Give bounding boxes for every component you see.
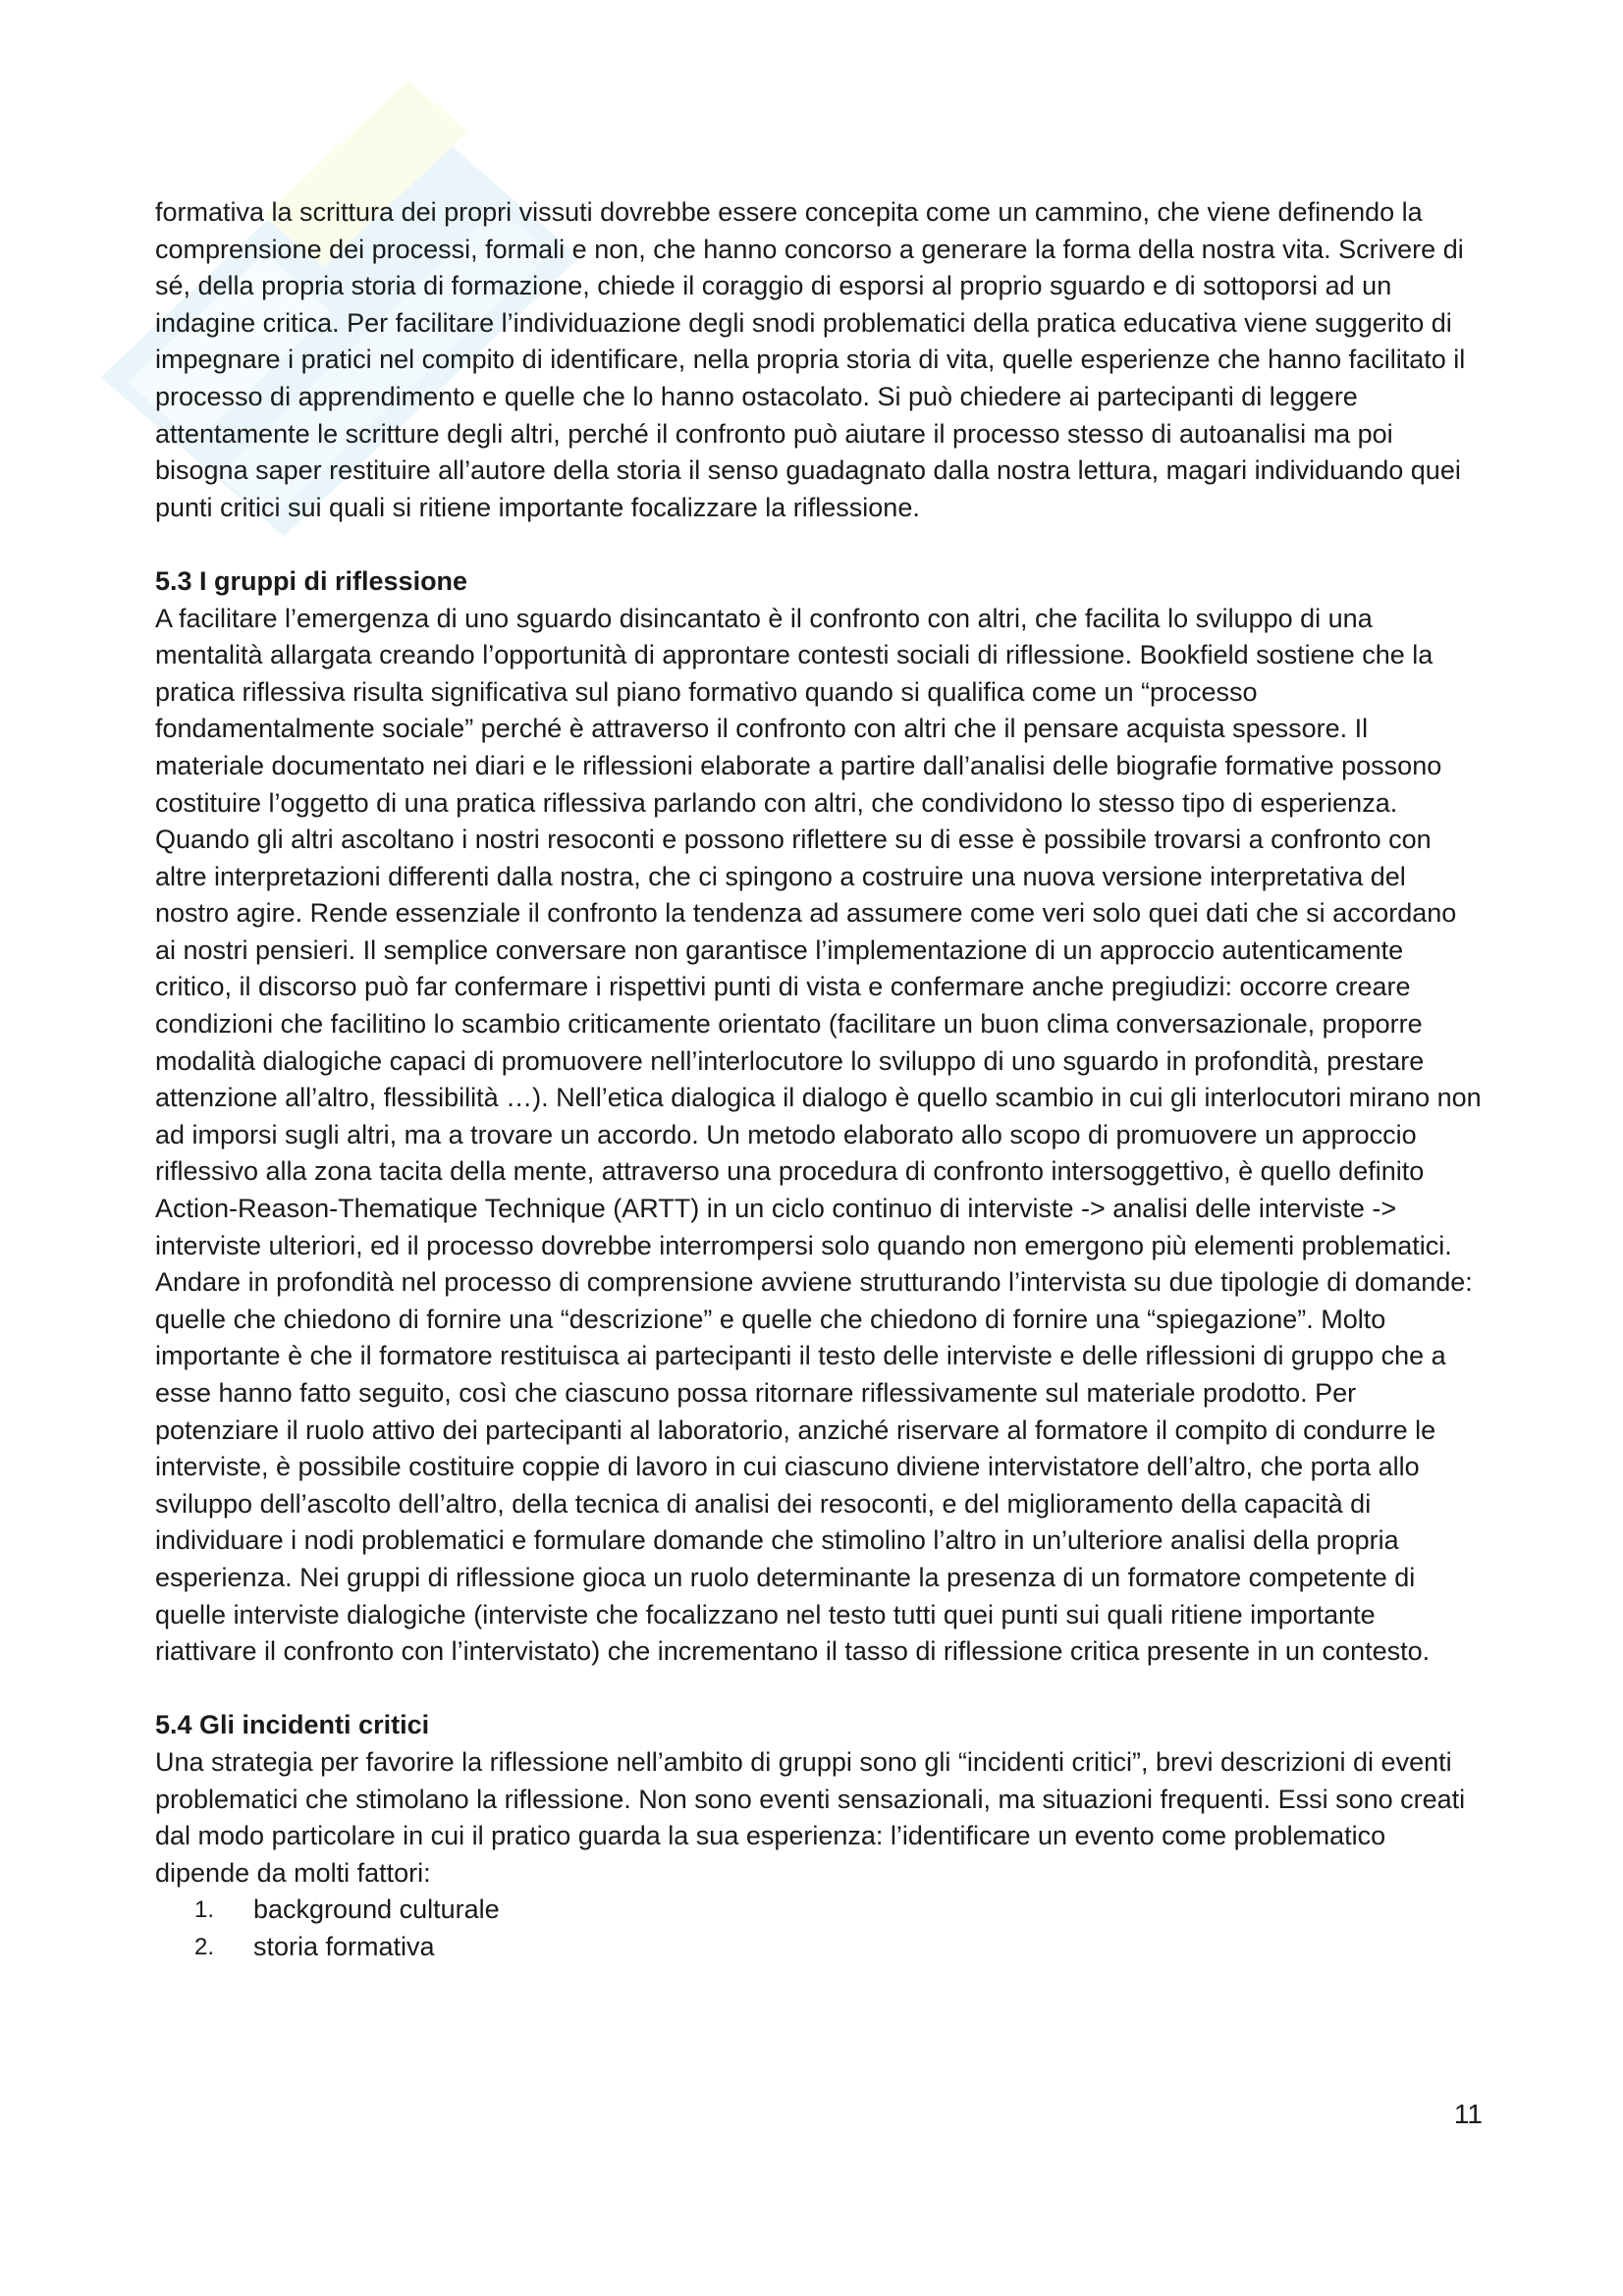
section-heading-5-4: 5.4 Gli incidenti critici — [155, 1710, 430, 1740]
factors-list — [155, 1892, 1483, 1965]
spacer — [155, 526, 1483, 563]
list-item — [155, 1892, 1483, 1929]
list-item-text: background culturale — [253, 1895, 500, 1925]
section-5-4-paragraph: Una strategia per favorire la riflessione nell’ambito di gruppi sono gli “incidenti critici”, brevi descrizioni di eventi problematici che stimolano la riflessione. Non sono eventi sensazionali, ma situazioni frequenti. Essi sono creati dal modo particolare in cui il pratico guarda la sua esperienza: l’identificare un evento come problematico dipende da molti fattori: — [155, 1746, 1466, 1888]
page-number: 11 — [1453, 2099, 1483, 2129]
list-item-number: 1. — [193, 1896, 214, 1924]
document-body — [155, 194, 1483, 1966]
list-item — [155, 1929, 1483, 1966]
section-heading-5-3: 5.3 I gruppi di riflessione — [155, 565, 468, 596]
spacer — [155, 1671, 1483, 1708]
list-item-number: 2. — [193, 1933, 214, 1960]
list-item-text: storia formativa — [253, 1931, 435, 1961]
section-5-3-paragraph: A facilitare l’emergenza di uno sguardo disincantato è il confronto con altri, che facilita lo sviluppo di una mentalità allargata creando l’opportunità di approntare contesti sociali di riflessione. Bookfield sostiene che la pratica riflessiva risulta significativa sul piano formativo quando si qualifica come un “processo fondamentalmente sociale” perché è attraverso il confronto con altri che il pensare acquista spessore. Il materiale documentato nei diari e le riflessioni elaborate a partire dall’analisi delle biografie formative possono costituire l’oggetto di una pratica riflessiva parlando con altri, che condividono lo stesso tipo di esperienza. Quando gli altri ascoltano i nostri resoconti e possono riflettere su di esse è possibile trovarsi a confronto con altre interpretazioni differenti dalla nostra, che ci spingono a costruire una nuova versione interpretativa del nostro agire. Rende essenziale il confronto la tendenza ad assumere come veri solo quei dati che si accordano ai nostri pensieri. Il semplice conversare non garantisce l’implementazione di un approccio autenticamente critico, il discorso può far confermare i rispettivi punti di vista e confermare anche pregiudizi: occorre creare condizioni che facilitino lo scambio criticamente orientato (facilitare un buon clima conversazionale, proporre modalità dialogiche capaci di promuovere nell’interlocutore lo sviluppo di uno sguardo in profondità, prestare attenzione all’altro, flessibilità …). Nell’etica dialogica il dialogo è quello scambio in cui gli interlocutori mirano non ad imporsi sugli altri, ma a trovare un accordo. Un metodo elaborato allo scopo di promuovere un approccio riflessivo alla zona tacita della mente, attraverso una procedura di confronto intersoggettivo, è quello definito Action-Reason-Thematique Technique (ARTT) in un ciclo continuo di interviste -> analisi delle interviste -> interviste ulteriori, ed il processo dovrebbe interrompersi solo quando non emergono più elementi problematici. Andare in profondità nel processo di comprensione avviene strutturando l’intervista su due tipologie di domande: quelle che chiedono di fornire una “descrizione” e quelle che chiedono di fornire una “spiegazione”. Molto importante è che il formatore restituisca ai partecipanti il testo delle interviste e delle riflessioni di gruppo che a esse hanno fatto seguito, così che ciascuno possa ritornare riflessivamente sul materiale prodotto. Per potenziare il ruolo attivo dei partecipanti al laboratorio, anziché riservare al formatore il compito di condurre le interviste, è possibile costituire coppie di lavoro in cui ciascuno diviene intervistatore dell’altro, che porta allo sviluppo dell’ascolto dell’altro, della tecnica di analisi dei resoconti, e del miglioramento della capacità di individuare i nodi problematici e formulare domande che stimolino l’altro in un’ulteriore analisi della propria esperienza. Nei gruppi di riflessione gioca un ruolo determinante la presenza di un formatore competente di quelle interviste dialogiche (interviste che focalizzano nel testo tutti quei punti sui quali ritiene importante riattivare il confronto con l’intervistato) che incrementano il tasso di riflessione critica presente in un contesto. — [155, 603, 1482, 1667]
intro-paragraph: formativa la scrittura dei propri vissuti dovrebbe essere concepita come un cammino, che viene definendo la comprensione dei processi, formali e non, che hanno concorso a generare la forma della nostra vita. Scrivere di sé, della propria storia di formazione, chiede il coraggio di esporsi al proprio sguardo e di sottoporsi ad un indagine critica. Per facilitare l’individuazione degli snodi problematici della pratica educativa viene suggerito di impegnare i pratici nel compito di identificare, nella propria storia di vita, quelle esperienze che hanno facilitato il processo di apprendimento e quelle che lo hanno ostacolato. Si può chiedere ai partecipanti di leggere attentamente le scritture degli altri, perché il confronto può aiutare il processo stesso di autoanalisi ma poi bisogna saper restituire all’autore della storia il senso guadagnato dalla nostra lettura, magari individuando quei punti critici sui quali si ritiene importante focalizzare la riflessione. — [155, 197, 1466, 522]
